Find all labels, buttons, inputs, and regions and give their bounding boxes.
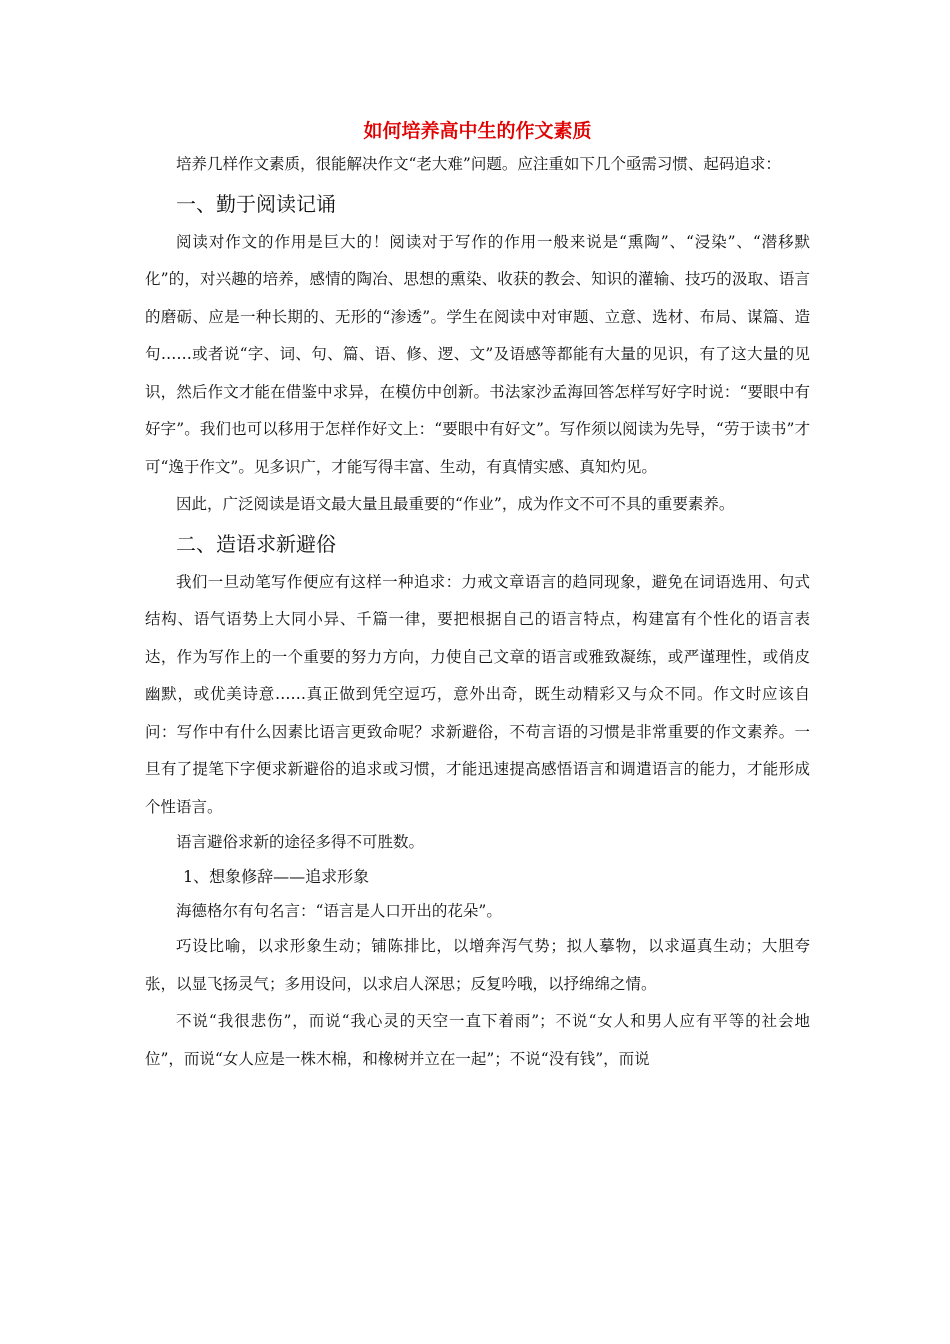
imagination-quote: 海德格尔有句名言：“语言是人口开出的花朵”。 <box>176 902 502 920</box>
sub-heading-imagination: 1、想象修辞——追求形象 <box>183 867 370 886</box>
language-paragraph-1: 我们一旦动笔写作便应有这样一种追求：力戒文章语言的趋同现象，避免在词语选用、句式结构、语气语势上大同小异、千篇一律，要把根据自己的语言特点，构建富有个性化的语言表达，作为写作上的一个重要的努力方向，力使自己文章的语言或雅致凝练，或严谨理性，或俏皮幽默，或优美诗意……真正做到凭空逗巧，意外出奇，既生动精彩又与众不同。作文时应该自问：写作中有什么因素比语言更致命呢？求新避俗，不苟言语的习惯是非常重要的作文素养。一旦有了提笔下字便求新避俗的追求或习惯，才能迅速提高感悟语言和调遣语言的能力，才能形成个性语言。 <box>145 572 810 816</box>
section-heading-reading: 一、勤于阅读记诵 <box>176 191 336 216</box>
imagination-paragraph-2: 不说“我很悲伤”，而说“我心灵的天空一直下着雨”；不说“女人和男人应有平等的社会地位”，而说“女人应是一株木棉，和橡树并立在一起”；不说“没有钱”，而说 <box>145 1012 810 1068</box>
intro-paragraph: 培养几样作文素质，很能解决作文“老大难”问题。应注重如下几个亟需习惯、起码追求： <box>176 155 781 173</box>
reading-paragraph-1: 阅读对作文的作用是巨大的！阅读对于写作的作用一般来说是“熏陶”、“浸染”、“潜移默化”的，对兴趣的培养，感情的陶冶、思想的熏染、收获的教会、知识的灌输、技巧的汲取、语言的磨砺、应是一种长期的、无形的“渗透”。学生在阅读中对审题、立意、选材、布局、谋篇、造句……或者说“字、词、句、篇、语、修、逻、文”及语感等都能有大量的见识，有了这大量的见识，然后作文才能在借鉴中求异，在模仿中创新。书法家沙孟海回答怎样写好字时说：“要眼中有好字”。我们也可以移用于怎样作好文上：“要眼中有好文”。写作须以阅读为先导，“劳于读书”才可“逸于作文”。见多识广，才能写得丰富、生动，有真情实感、真知灼见。 <box>145 232 810 476</box>
document-page <box>145 118 810 1078</box>
imagination-paragraph-1: 巧设比喻，以求形象生动；铺陈排比，以增奔泻气势；拟人摹物，以求逼真生动；大胆夸张，以显飞扬灵气；多用设问，以求启人深思；反复吟哦，以抒绵绵之情。 <box>145 937 810 993</box>
section-heading-language: 二、造语求新避俗 <box>176 531 336 556</box>
document-title: 如何培养高中生的作文素质 <box>363 120 592 142</box>
reading-paragraph-2: 因此，广泛阅读是语文最大量且最重要的“作业”，成为作文不可不具的重要素养。 <box>176 495 735 513</box>
language-paragraph-2: 语言避俗求新的途径多得不可胜数。 <box>176 833 425 851</box>
